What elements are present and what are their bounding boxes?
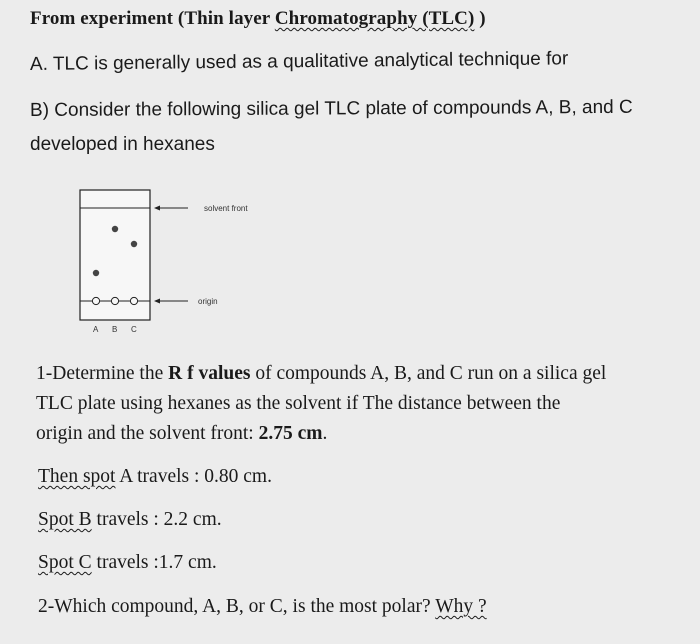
question-1-line-3: origin and the solvent front: 2.75 cm. xyxy=(36,423,328,444)
part-a-text: A. TLC is generally used as a qualitative analytical technique for xyxy=(29,48,569,75)
solvent-front-arrowhead xyxy=(154,206,160,211)
spot-c xyxy=(131,241,137,247)
origin-spot-b xyxy=(111,297,118,304)
spot-a-distance: Then spot A travels : 0.80 cm. xyxy=(38,466,272,487)
lane-label-b: B xyxy=(112,325,118,334)
lane-label-a: A xyxy=(93,325,99,334)
lane-label-c: C xyxy=(131,325,137,334)
solvent-front-label: solvent front xyxy=(204,204,248,213)
tlc-plate-diagram xyxy=(70,180,290,340)
origin-arrowhead xyxy=(154,299,160,304)
question-2: 2-Which compound, A, B, or C, is the most polar? Why ? xyxy=(38,596,487,617)
spot-c-distance: Spot C travels :1.7 cm. xyxy=(38,552,217,573)
part-b-line-2: developed in hexanes xyxy=(30,134,215,155)
spot-a xyxy=(93,270,99,276)
part-b-line-1: B) Consider the following silica gel TLC plate of compounds A, B, and C xyxy=(29,96,633,121)
spot-b-distance: Spot B travels : 2.2 cm. xyxy=(38,509,222,530)
question-1-line-1: 1-Determine the R f values of compounds A, B, and C run on a silica gel xyxy=(36,363,607,384)
origin-spot-c xyxy=(130,297,137,304)
question-1-line-2: TLC plate using hexanes as the solvent if The distance between the xyxy=(36,393,561,414)
spot-b xyxy=(112,226,118,232)
origin-label: origin xyxy=(198,297,218,306)
page-title: From experiment (Thin layer Chromatography (TLC) ) xyxy=(30,8,486,29)
origin-spot-a xyxy=(92,297,99,304)
